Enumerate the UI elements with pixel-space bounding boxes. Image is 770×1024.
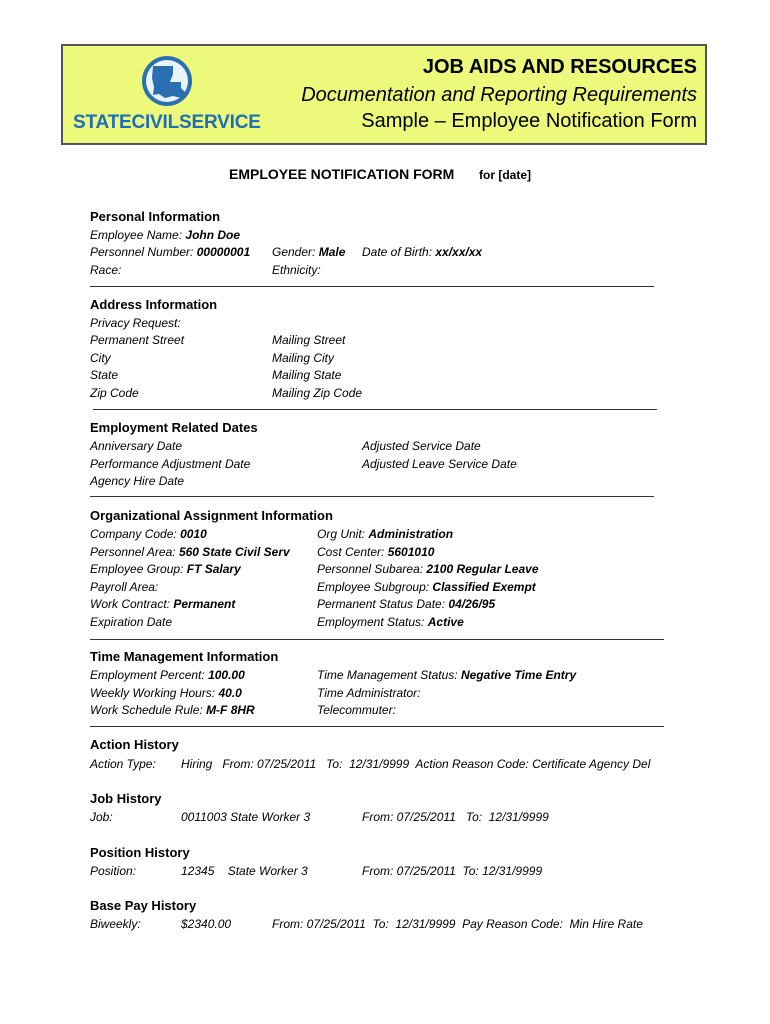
logo-wordmark: STATECIVILSERVICE [73, 112, 261, 133]
field-telecommuter: Telecommuter: [317, 703, 396, 717]
field-org-unit: Org Unit: Administration [317, 527, 454, 541]
field-ethnicity: Ethnicity: [272, 263, 321, 277]
section-heading-personal: Personal Information [90, 209, 221, 224]
field-employee-group: Employee Group: FT Salary [90, 562, 241, 576]
field-state: State [90, 368, 119, 382]
field-mailing-zip: Mailing Zip Code [272, 386, 363, 400]
field-permanent-street: Permanent Street [90, 333, 185, 347]
section-heading-job: Job History [90, 791, 162, 806]
page-subtitle-2: Sample – Employee Notification Form [361, 110, 697, 132]
field-personnel-number: Personnel Number: 00000001 [90, 245, 251, 259]
section-heading-pay: Base Pay History [90, 898, 197, 913]
field-personnel-subarea: Personnel Subarea: 2100 Regular Leave [317, 562, 539, 576]
field-cost-center: Cost Center: 5601010 [317, 545, 435, 559]
field-employment-percent: Employment Percent: 100.00 [90, 668, 245, 682]
page-title: JOB AIDS AND RESOURCES [422, 56, 697, 78]
field-job-label: Job: [90, 810, 113, 824]
form-date-label: for [date] [479, 168, 531, 182]
field-expiration-date: Expiration Date [90, 615, 173, 629]
field-company-code: Company Code: 0010 [90, 527, 207, 541]
field-time-administrator: Time Administrator: [317, 686, 421, 700]
field-date-of-birth: Date of Birth: xx/xx/xx [362, 245, 483, 259]
field-employee-name: Employee Name: John Doe [90, 228, 241, 242]
field-mailing-street: Mailing Street [272, 333, 346, 347]
section-heading-dates: Employment Related Dates [90, 420, 258, 435]
field-payroll-area: Payroll Area: [90, 580, 159, 594]
header-banner [61, 44, 707, 145]
field-city: City [90, 351, 111, 365]
field-mailing-city: Mailing City [272, 351, 335, 365]
page-subtitle: Documentation and Reporting Requirements [301, 84, 697, 106]
field-anniversary-date: Anniversary Date [90, 439, 183, 453]
field-pay-label: Biweekly: [90, 917, 141, 931]
field-work-contract: Work Contract: Permanent [90, 597, 236, 611]
divider [93, 409, 657, 410]
field-performance-adjustment-date: Performance Adjustment Date [90, 457, 251, 471]
section-heading-action: Action History [90, 737, 179, 752]
field-employment-status: Employment Status: Active [317, 615, 464, 629]
field-gender: Gender: Male [272, 245, 346, 259]
section-heading-address: Address Information [90, 297, 218, 312]
section-heading-time: Time Management Information [90, 649, 279, 664]
field-adjusted-service-date: Adjusted Service Date [362, 439, 481, 453]
field-job-range: From: 07/25/2011 To: 12/31/9999 [362, 810, 549, 824]
field-agency-hire-date: Agency Hire Date [90, 474, 185, 488]
form-title: EMPLOYEE NOTIFICATION FORM [229, 166, 455, 182]
field-weekly-working-hours: Weekly Working Hours: 40.0 [90, 686, 242, 700]
field-permanent-status-date: Permanent Status Date: 04/26/95 [317, 597, 496, 611]
field-action-detail: Hiring From: 07/25/2011 To: 12/31/9999 Action Reason Code: Certificate Agency Del [181, 757, 651, 771]
divider [90, 496, 654, 497]
field-adjusted-leave-service-date: Adjusted Leave Service Date [362, 457, 517, 471]
field-action-type-label: Action Type: [90, 757, 156, 771]
field-race: Race: [90, 263, 122, 277]
divider [90, 639, 664, 640]
louisiana-seal-icon [137, 54, 197, 108]
field-position-label: Position: [90, 864, 137, 878]
divider [90, 726, 664, 727]
field-pay-value: $2340.00 [181, 917, 232, 931]
section-heading-position: Position History [90, 845, 190, 860]
field-time-management-status: Time Management Status: Negative Time Entry [317, 668, 577, 682]
field-personnel-area: Personnel Area: 560 State Civil Serv [90, 545, 290, 559]
field-position-range: From: 07/25/2011 To: 12/31/9999 [362, 864, 543, 878]
field-employee-subgroup: Employee Subgroup: Classified Exempt [317, 580, 536, 594]
field-position-value: 12345 State Worker 3 [181, 864, 308, 878]
field-privacy-request: Privacy Request: [90, 316, 181, 330]
field-mailing-state: Mailing State [272, 368, 342, 382]
field-pay-range: From: 07/25/2011 To: 12/31/9999 Pay Reason Code: Min Hire Rate [272, 917, 643, 931]
section-heading-org: Organizational Assignment Information [90, 508, 333, 523]
divider [90, 286, 654, 287]
field-work-schedule-rule: Work Schedule Rule: M-F 8HR [90, 703, 255, 717]
field-job-value: 0011003 State Worker 3 [181, 810, 311, 824]
field-zip-code: Zip Code [90, 386, 139, 400]
